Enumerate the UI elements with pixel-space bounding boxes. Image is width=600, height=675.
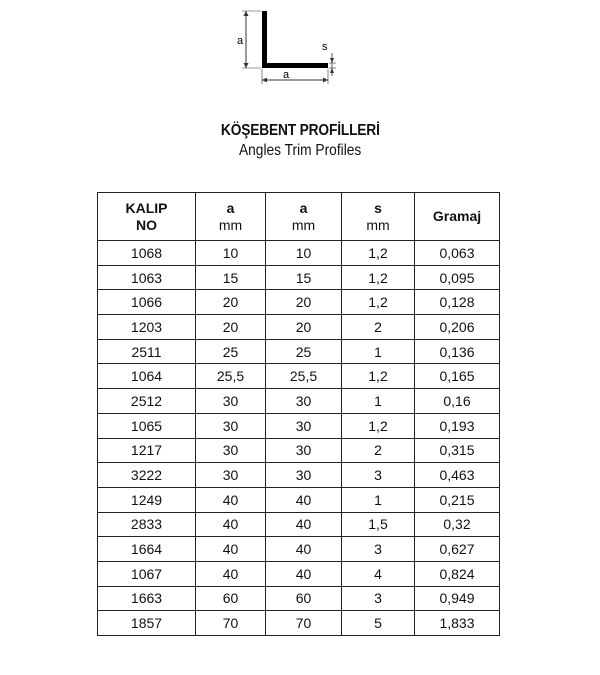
- table-cell: 4: [342, 561, 415, 586]
- table-cell: 30: [266, 413, 342, 438]
- table-cell: 40: [196, 537, 266, 562]
- heading: [0, 122, 600, 160]
- table-cell: 3: [342, 463, 415, 488]
- label-a-horizontal: a: [283, 69, 290, 81]
- table-cell: 30: [266, 463, 342, 488]
- table-cell: 40: [266, 537, 342, 562]
- table-row: [98, 265, 500, 290]
- table-cell: 20: [266, 290, 342, 315]
- table-cell: 1249: [98, 487, 196, 512]
- table-cell: 2511: [98, 339, 196, 364]
- column-header-label: Gramaj: [432, 208, 482, 224]
- table-cell: 1067: [98, 561, 196, 586]
- table-row: [98, 438, 500, 463]
- table-cell: 20: [266, 315, 342, 340]
- table-row: [98, 389, 500, 414]
- table-row: [98, 413, 500, 438]
- table-cell: 1,2: [342, 364, 415, 389]
- table-cell: 1,833: [415, 611, 500, 636]
- table-cell: 0,315: [415, 438, 500, 463]
- table-cell: 15: [266, 265, 342, 290]
- table-cell: 2: [342, 315, 415, 340]
- table-cell: 1203: [98, 315, 196, 340]
- table-cell: 1066: [98, 290, 196, 315]
- column-header-unit: NO: [136, 216, 157, 233]
- column-header-label: a: [299, 199, 308, 216]
- column-header-unit: mm: [218, 216, 243, 233]
- table-cell: 70: [196, 611, 266, 636]
- table-cell: 2512: [98, 389, 196, 414]
- column-header-unit: mm: [366, 216, 390, 233]
- table-cell: 2833: [98, 512, 196, 537]
- column-header: [266, 193, 342, 241]
- table-cell: 15: [196, 265, 266, 290]
- angle-profile-drawing: [228, 6, 338, 86]
- table-cell: 10: [266, 241, 342, 266]
- table-cell: 1: [342, 339, 415, 364]
- profiles-table: [97, 192, 500, 636]
- table-cell: 40: [266, 487, 342, 512]
- column-header-label: KALIP: [125, 199, 168, 216]
- page-title: KÖŞEBENT PROFİLLERİ: [220, 122, 380, 139]
- table-cell: 3: [342, 537, 415, 562]
- table-cell: 0,215: [415, 487, 500, 512]
- column-header: [415, 193, 500, 241]
- table-body: [98, 241, 500, 636]
- table-row: [98, 537, 500, 562]
- column-header-label: s: [374, 199, 382, 216]
- table-cell: 3222: [98, 463, 196, 488]
- table-cell: 0,32: [415, 512, 500, 537]
- table-cell: 1068: [98, 241, 196, 266]
- table-row: [98, 315, 500, 340]
- table-cell: 10: [196, 241, 266, 266]
- table-cell: 5: [342, 611, 415, 636]
- table-cell: 1064: [98, 364, 196, 389]
- table-row: [98, 364, 500, 389]
- table-cell: 1063: [98, 265, 196, 290]
- table-row: [98, 512, 500, 537]
- table-cell: 1,2: [342, 265, 415, 290]
- table-cell: 40: [196, 487, 266, 512]
- page-subtitle: Angles Trim Profiles: [238, 142, 362, 159]
- table-cell: 0,463: [415, 463, 500, 488]
- table-cell: 1,2: [342, 413, 415, 438]
- label-a-vertical: a: [237, 35, 244, 47]
- table-cell: 1: [342, 487, 415, 512]
- table-cell: 1664: [98, 537, 196, 562]
- table-cell: 40: [266, 561, 342, 586]
- table-row: [98, 487, 500, 512]
- table-cell: 30: [196, 438, 266, 463]
- table-cell: 1663: [98, 586, 196, 611]
- table-row: [98, 586, 500, 611]
- table-cell: 40: [196, 512, 266, 537]
- table-row: [98, 339, 500, 364]
- table-cell: 0,627: [415, 537, 500, 562]
- column-header-unit: mm: [291, 216, 316, 233]
- table-cell: 30: [266, 389, 342, 414]
- table-cell: 30: [266, 438, 342, 463]
- table-cell: 0,095: [415, 265, 500, 290]
- table-cell: 1,2: [342, 290, 415, 315]
- table-row: [98, 561, 500, 586]
- table-cell: 25,5: [266, 364, 342, 389]
- label-s: s: [322, 41, 328, 53]
- table-cell: 70: [266, 611, 342, 636]
- table-cell: 0,824: [415, 561, 500, 586]
- table-row: [98, 241, 500, 266]
- column-header: [98, 193, 196, 241]
- table-cell: 0,193: [415, 413, 500, 438]
- angle-profile-diagram: [228, 6, 338, 86]
- table-cell: 0,128: [415, 290, 500, 315]
- l-profile-shape: [262, 11, 328, 68]
- table-cell: 25,5: [196, 364, 266, 389]
- table-cell: 20: [196, 290, 266, 315]
- table-cell: 20: [196, 315, 266, 340]
- table-cell: 1,5: [342, 512, 415, 537]
- column-header: [196, 193, 266, 241]
- table-cell: 0,136: [415, 339, 500, 364]
- table-cell: 0,206: [415, 315, 500, 340]
- table-cell: 1: [342, 389, 415, 414]
- table-cell: 1217: [98, 438, 196, 463]
- table-cell: 0,165: [415, 364, 500, 389]
- table-cell: 0,949: [415, 586, 500, 611]
- table-row: [98, 611, 500, 636]
- table-cell: 25: [266, 339, 342, 364]
- table-cell: 30: [196, 389, 266, 414]
- column-header-label: a: [226, 199, 235, 216]
- table-cell: 0,063: [415, 241, 500, 266]
- column-header: [342, 193, 415, 241]
- table-cell: 3: [342, 586, 415, 611]
- table-cell: 60: [196, 586, 266, 611]
- table-cell: 60: [266, 586, 342, 611]
- table-cell: 30: [196, 413, 266, 438]
- table-cell: 40: [196, 561, 266, 586]
- table-cell: 2: [342, 438, 415, 463]
- table-row: [98, 463, 500, 488]
- table-row: [98, 290, 500, 315]
- table-cell: 40: [266, 512, 342, 537]
- table-cell: 1857: [98, 611, 196, 636]
- table-cell: 1,2: [342, 241, 415, 266]
- table-cell: 0,16: [415, 389, 500, 414]
- table-cell: 1065: [98, 413, 196, 438]
- table-cell: 30: [196, 463, 266, 488]
- table-header-row: [98, 193, 500, 241]
- table-cell: 25: [196, 339, 266, 364]
